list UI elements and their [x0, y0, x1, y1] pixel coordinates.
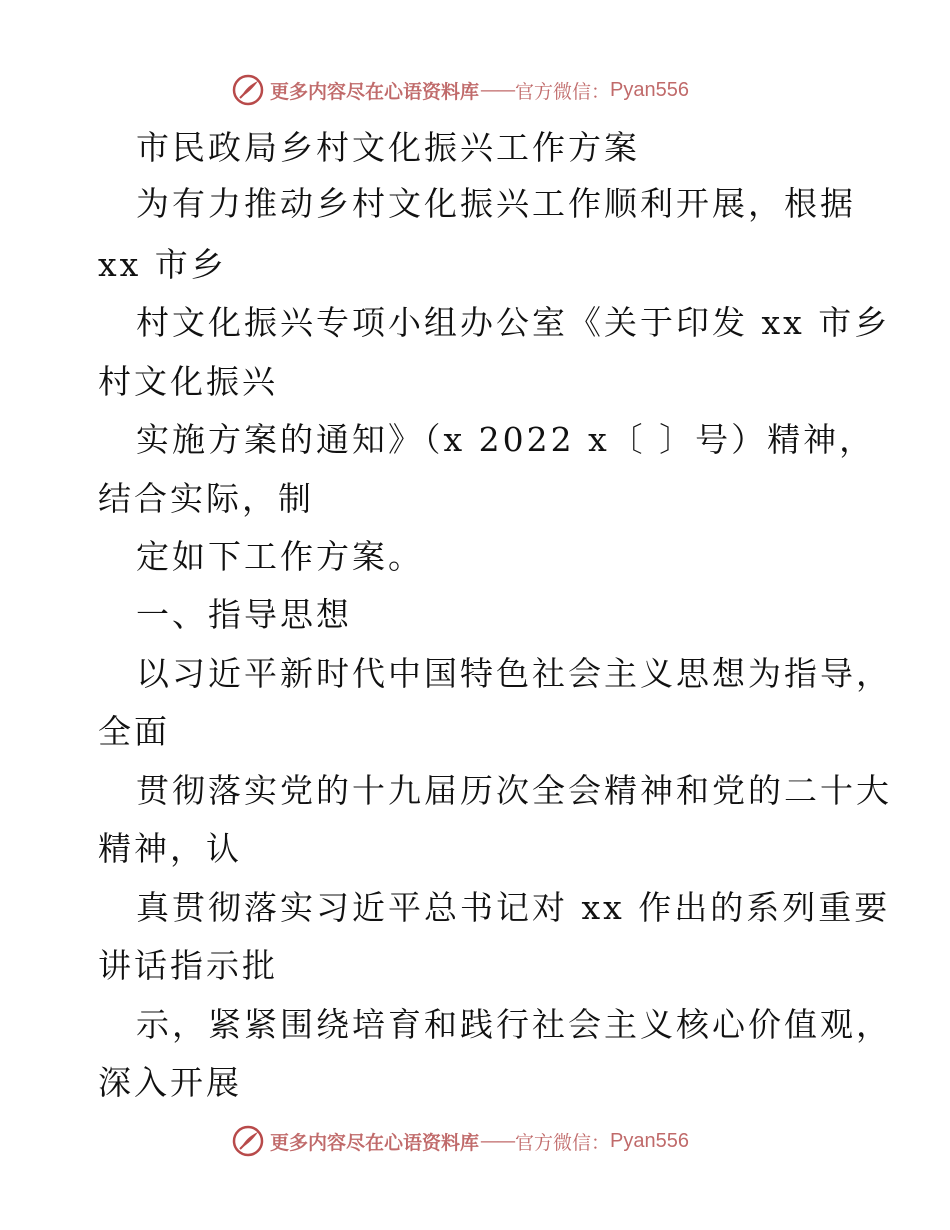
watermark-banner-top [232, 73, 732, 107]
text-line: 定如下工作方案。 [136, 537, 424, 576]
text-line: 为有力推动乡村文化振兴工作顺利开展，根据 [136, 184, 856, 223]
text-line: 村文化振兴专项小组办公室《关于印发 xx 市乡 [136, 303, 891, 342]
quill-logo-icon [232, 74, 264, 106]
text-line: 结合实际，制 [98, 479, 314, 518]
watermark-label: 官方微信： [515, 1131, 611, 1154]
watermark-label: 官方微信： [515, 80, 611, 103]
watermark-banner-bottom [232, 1124, 732, 1158]
watermark-handle: Pyan556 [610, 1129, 689, 1152]
watermark-dash: —— [480, 1130, 515, 1152]
doc-title: 市民政局乡村文化振兴工作方案 [136, 128, 640, 167]
watermark-dash: —— [480, 79, 515, 101]
text-line: 村文化振兴 [98, 362, 278, 401]
text-line: 精神，认 [98, 829, 242, 868]
text-line: 全面 [98, 712, 170, 751]
text-line: 实施方案的通知》（x 2022 x〔 〕号）精神， [136, 420, 876, 459]
quill-logo-icon [232, 1125, 264, 1157]
text-line: 深入开展 [98, 1063, 242, 1102]
watermark-title: 更多内容尽在心语资料库 [270, 80, 480, 103]
text-line: 以习近平新时代中国特色社会主义思想为指导， [136, 654, 892, 693]
watermark-title: 更多内容尽在心语资料库 [270, 1131, 480, 1154]
text-line: 讲话指示批 [98, 946, 278, 985]
text-line: xx 市乡 [98, 245, 227, 284]
text-line: 贯彻落实党的十九届历次全会精神和党的二十大 [136, 771, 892, 810]
text-line: 真贯彻落实习近平总书记对 xx 作出的系列重要 [136, 888, 891, 927]
section-heading: 一、指导思想 [136, 595, 352, 634]
watermark-handle: Pyan556 [610, 78, 689, 101]
text-line: 示，紧紧围绕培育和践行社会主义核心价值观， [136, 1005, 892, 1044]
